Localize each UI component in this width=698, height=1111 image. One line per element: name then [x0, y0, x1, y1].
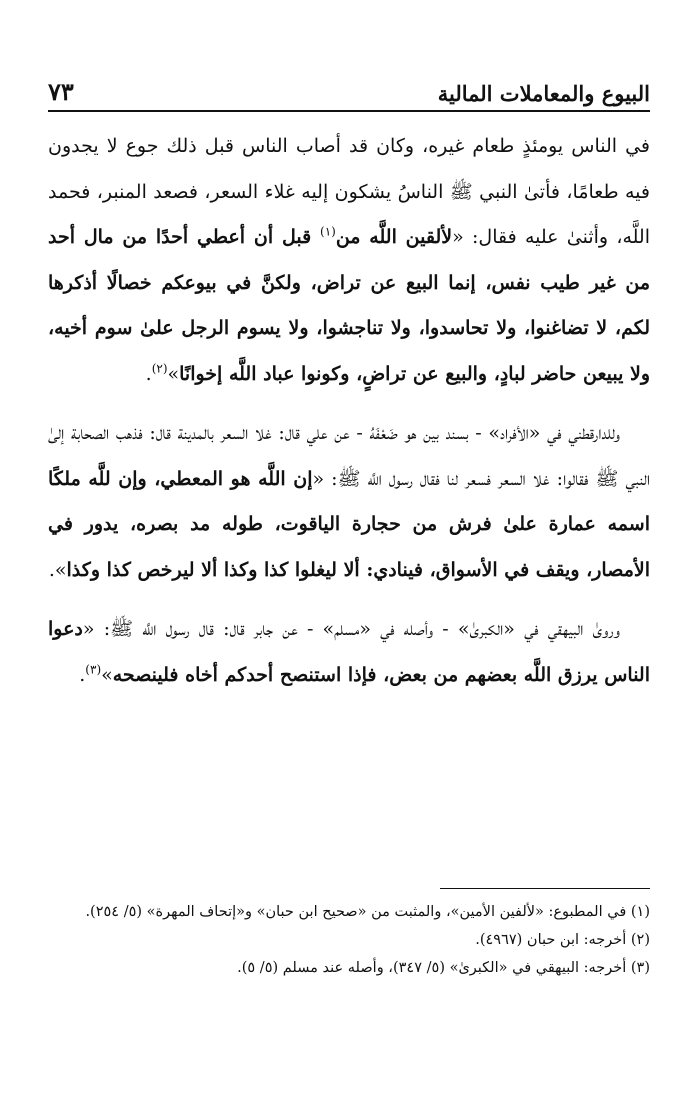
paragraph-3-text: وروىٰ البيهقي في «الكبرىٰ» - وأصله في «مسلم» - عن جابر قال: قال رسول اللَّه ﷺ: «: [82, 618, 620, 640]
footnotes: [48, 898, 650, 982]
page-header: [48, 66, 650, 106]
quote-close-3: »: [101, 663, 113, 686]
period-3: .: [79, 663, 86, 686]
paragraph-3: [48, 607, 650, 698]
running-title: البيوع والمعاملات المالية: [437, 81, 650, 106]
footnote-3: (٣) أخرجه: البيهقي في «الكبرىٰ» (٥/ ٣٤٧)، وأصله عند مسلم (٥/ ٥).: [237, 960, 650, 976]
header-rule: [48, 110, 650, 112]
footnote-1: (١) في المطبوع: «لألفين الأمين»، والمثبت من «صحيح ابن حبان» و«إتحاف المهرة» (٥/ ٢٥٤).: [85, 904, 650, 920]
paragraph-2: [48, 411, 650, 593]
footnote-ref-3[interactable]: (٣): [85, 662, 102, 677]
hadith-text-2: إن اللَّه هو المعطي، وإن للَّه ملكًا اسمه عمارة علىٰ فرش من حجارة الياقوت، طوله مد بصره، يدور في الأمصار، ويقف في الأسواق، فينادي: ألا ليغلوا كذا وكذا ألا ليرخص كذا وكذا: [48, 467, 650, 581]
hadith-text-3: دعوا الناس يرزق اللَّه بعضهم من بعض، فإذا استنصح أحدكم أخاه فلينصحه: [48, 618, 650, 686]
paragraph-1-text: في الناس يومئذٍ طعام غيره، وكان قد أصاب الناس قبل ذلك جوع لا يجدون فيه طعامًا، فأتىٰ النبي ﷺ الناسُ يشكون إليه غلاء السعر، فصعد المنبر، فحمد اللَّه، وأثنىٰ عليه فقال: «: [48, 135, 651, 248]
paragraph-2-text: وللدارقطني في «الأفراد» - بسند بين هو ضَعْفَهُ - عن علي قال: غلا السعر بالمدينة قال: فذهب الصحابة إلىٰ النبي ﷺ فقالوا: غلا السعر فسعر لنا فقال رسول اللَّه ﷺ: «: [48, 422, 650, 490]
hadith-text-1b: قبل أن أعطي أحدًا من مال أحد من غير طيب نفس، إنما البيع عن تراض، ولكنَّ في بيوعكم خصالًا أذكرها لكم، لا تضاغنوا، ولا تحاسدوا، ولا تناجشوا، ولا يسوم الرجل علىٰ سوم أخيه، ولا يبيعن حاضر لبادٍ، والبيع عن تراضٍ، وكونوا عباد اللَّه إخوانًا: [48, 226, 650, 385]
footnote-ref-1[interactable]: (١): [320, 224, 336, 239]
period-1: .: [145, 362, 152, 385]
page-number: ٧٣: [48, 77, 74, 106]
hadith-text-1a: لألقين اللَّه من: [335, 226, 453, 248]
quote-close-1: »: [167, 362, 180, 385]
paragraph-1: [48, 124, 650, 397]
quote-close-2: ».: [48, 558, 67, 581]
footnote-rule: [440, 888, 650, 889]
footnote-ref-2[interactable]: (٢): [151, 361, 168, 376]
footnote-2: (٢) أخرجه: ابن حبان (٤٩٦٧).: [475, 932, 650, 948]
main-text: [48, 124, 650, 712]
